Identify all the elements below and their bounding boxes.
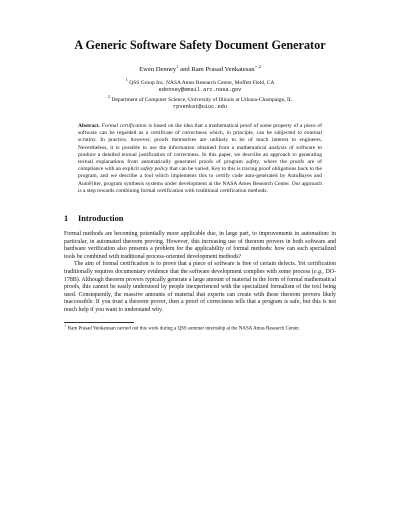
author-conjunction: and xyxy=(178,66,192,73)
affiliation-text: Department of Computer Science, University of Illinois at Urbana-Champaign, IL xyxy=(111,97,293,103)
abstract-text xyxy=(78,123,322,195)
paragraph-fragment: , DO-178B). Although theorem provers typically generate a large amount of material in the form of formal mathematical proofs, this cannot be easily understood by people inexperienced with the specialized formalism of the tool being used. Consequently, the massive amounts of material that experts can create with these theorem provers likely inaccessible. If you trust a theorem prover, then a proof of correctness tells that a program is safe, but this is not much help if you want to understand why. xyxy=(64,269,337,313)
footnote-text: Ram Prasad Venkatesan carried out this work during a QSS summer internship at the NASA Ames Research Center. xyxy=(67,326,300,332)
affiliation-text: QSS Group Inc, NASA Ames Research Center, Moffett Field, CA xyxy=(129,80,275,86)
author-affiliation-mark: 1 xyxy=(176,63,179,69)
section-number: 1 xyxy=(64,214,69,224)
author-affiliation-mark: ⋆,2 xyxy=(254,63,261,69)
author-name: Ewen Denney xyxy=(139,66,177,73)
footnote-mark: ⋆ xyxy=(64,322,67,328)
abstract-fragment: that can be varied. Key to this is tracing proof obligations back to the program, and we describe a tool which implements this to certify code auto-generated by AutoBayes and AutoFilter, program synthesis systems under development at the NASA Ames Research Center. Our approach is a step towards combining formal certification with traditional certification methods. xyxy=(78,166,322,194)
body-paragraph: Formal methods are becoming potentially more applicable due, in large part, to improvements in automation: in particular, in automated theorem proving. However, this increasing use of theorem provers in both software and hardware verification also presents a problem for the applicability of formal methods: how can such specialized tools be combined with traditional process-oriented development methods? xyxy=(64,231,336,260)
author-email: rpvenkat@uiuc.edu xyxy=(172,104,228,110)
abstract-emphasis: safety xyxy=(246,159,259,166)
abstract-emphasis: Formal certification xyxy=(101,123,147,129)
paper-title: A Generic Software Safety Document Generator xyxy=(74,38,326,52)
section-body xyxy=(64,231,336,315)
affiliation-mark: 1 xyxy=(125,77,128,83)
abstract-fragment: is based on the idea that a mathematical proof of some property of a piece of software can be regarded as a certificate of correctness which, in principle, can be subjected to external scrutiny. In practice, however, proofs themselves are unlikely to be of much interest to engineers. Nevertheless, it is possible to use the information obtained from a mathematical analysis of software to produce a detailed textual justification of correctness. In this paper, we describe an approach to generating textual explanations from automatically generated proofs of program xyxy=(78,123,322,166)
section-title: Introduction xyxy=(78,214,124,224)
paragraph-fragment: The aim of formal certification is to prove that a piece of software is free of certain defects. Yet certification traditionally requires documentary evidence that the software development complies with some process ( xyxy=(64,261,336,275)
paragraph-emphasis: e.g. xyxy=(313,269,323,275)
footnote-divider xyxy=(64,322,134,323)
author-name: Ram Prasad Venkatesan xyxy=(191,66,255,73)
footnote xyxy=(64,322,336,333)
section-heading xyxy=(64,214,336,224)
author-email: edenney@email.arc.nasa.gov xyxy=(158,87,242,93)
affiliation-mark: 2 xyxy=(107,94,111,100)
body-paragraph xyxy=(64,261,336,314)
abstract-fragment: , where the proofs are of compliance with an explicit xyxy=(78,159,322,173)
abstract-label: Abstract. xyxy=(78,123,100,129)
affiliation xyxy=(64,77,336,94)
abstract-emphasis: safety policy xyxy=(140,166,169,173)
abstract xyxy=(78,123,322,195)
affiliation xyxy=(64,94,336,111)
author-line xyxy=(64,63,336,74)
